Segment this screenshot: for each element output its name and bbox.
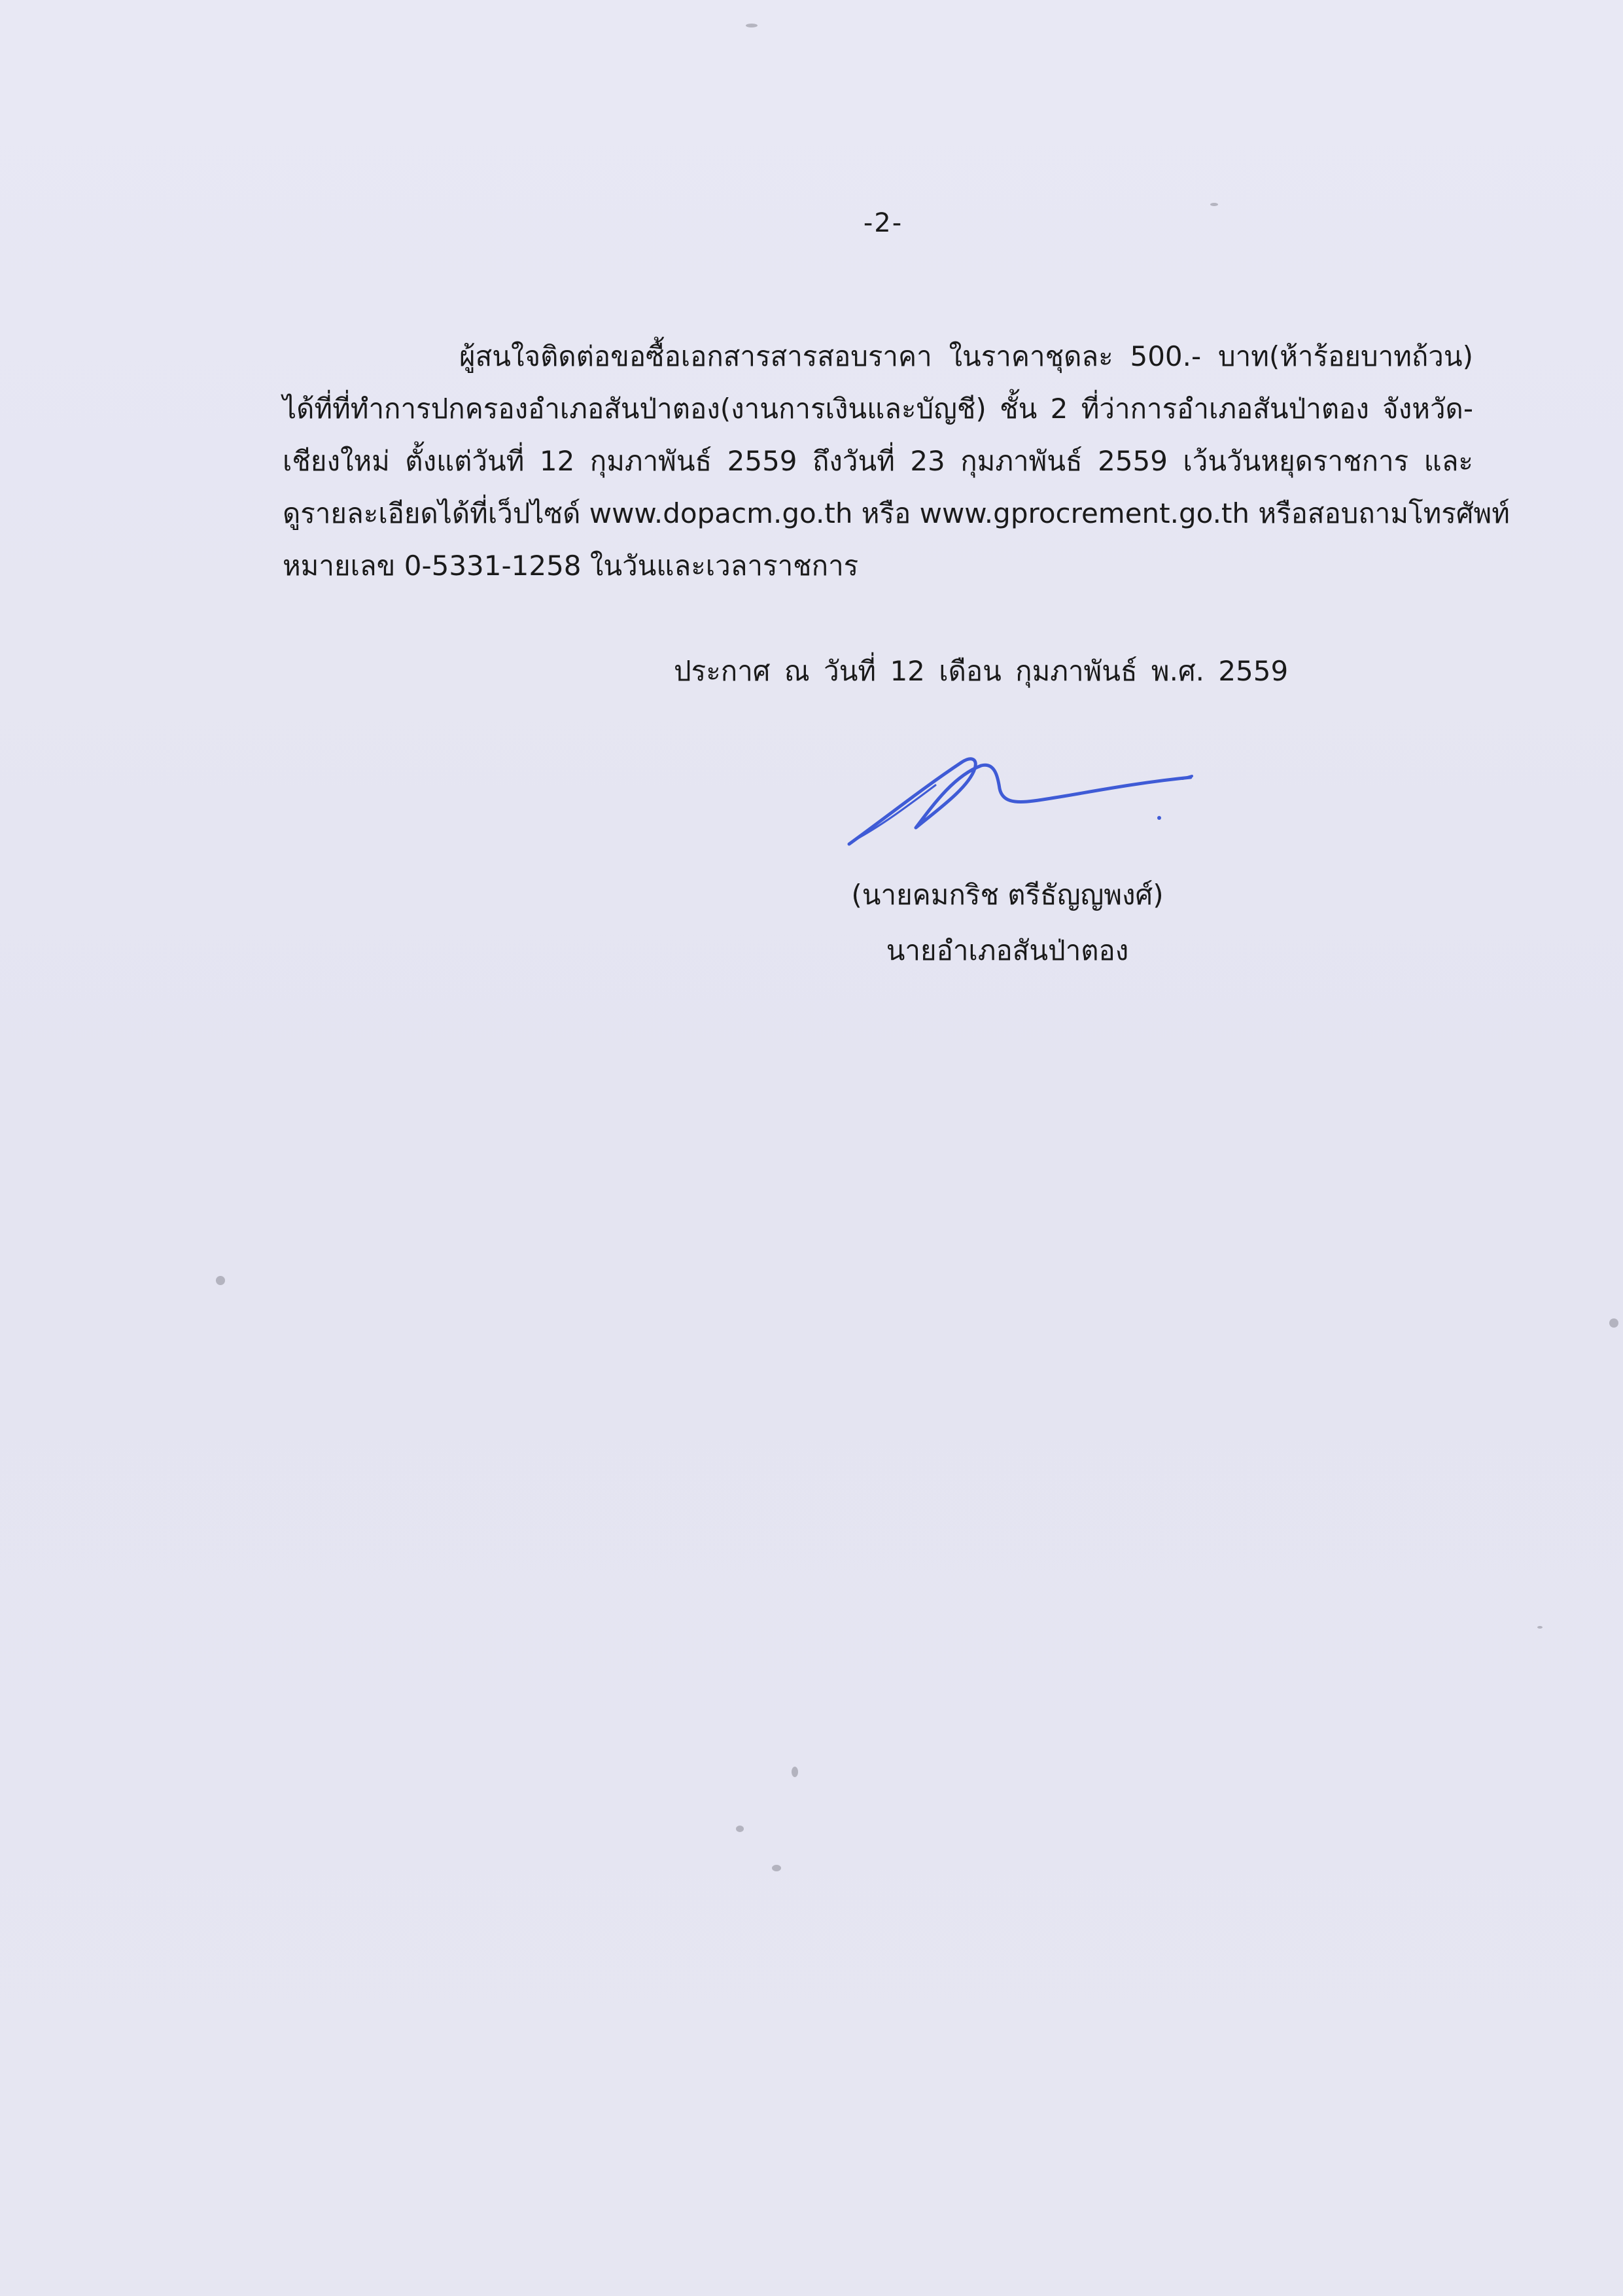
body-line-2: ได้ที่ที่ทำการปกครองอำเภอสันป่าตอง(งานการเงินและบัญชี) ชั้น 2 ที่ว่าการอำเภอสันป่าตอง จังหวัด- [283,393,1473,425]
paper-speck [736,1826,744,1832]
signer-name: (นายคมกริช ตรีธัญญพงศ์) [851,879,1164,911]
paper-speck [1210,203,1218,206]
body-line-5: หมายเลข 0-5331-1258 ในวันและเวลาราชการ [283,550,859,582]
paper-speck [792,1767,798,1777]
paper-speck [772,1865,781,1871]
paper-speck [1537,1626,1543,1629]
announcement-date: ประกาศ ณ วันที่ 12 เดือน กุมภาพันธ์ พ.ศ. 2559 [674,655,1289,687]
paper-speck [216,1276,225,1285]
paper-speck [746,24,758,27]
handwritten-signature [837,752,1204,857]
body-paragraph [283,330,1510,592]
page-number: -2- [863,208,903,238]
body-line-1: ผู้สนใจติดต่อขอซื้อเอกสารสารสอบราคา ในราคาชุดละ 500.- บาท(ห้าร้อยบาทถ้วน) [459,340,1473,372]
body-line-3: เชียงใหม่ ตั้งแต่วันที่ 12 กุมภาพันธ์ 2559 ถึงวันที่ 23 กุมภาพันธ์ 2559 เว้นวันหยุดราชการ และ [283,445,1473,477]
signer-title: นายอำเภอสันป่าตอง [886,934,1129,966]
body-line-4: ดูรายละเอียดได้ที่เว็ปไซด์ www.dopacm.go.th หรือ www.gprocrement.go.th หรือสอบถามโทรศัพท์ [283,497,1510,529]
paper-speck [1609,1318,1618,1328]
